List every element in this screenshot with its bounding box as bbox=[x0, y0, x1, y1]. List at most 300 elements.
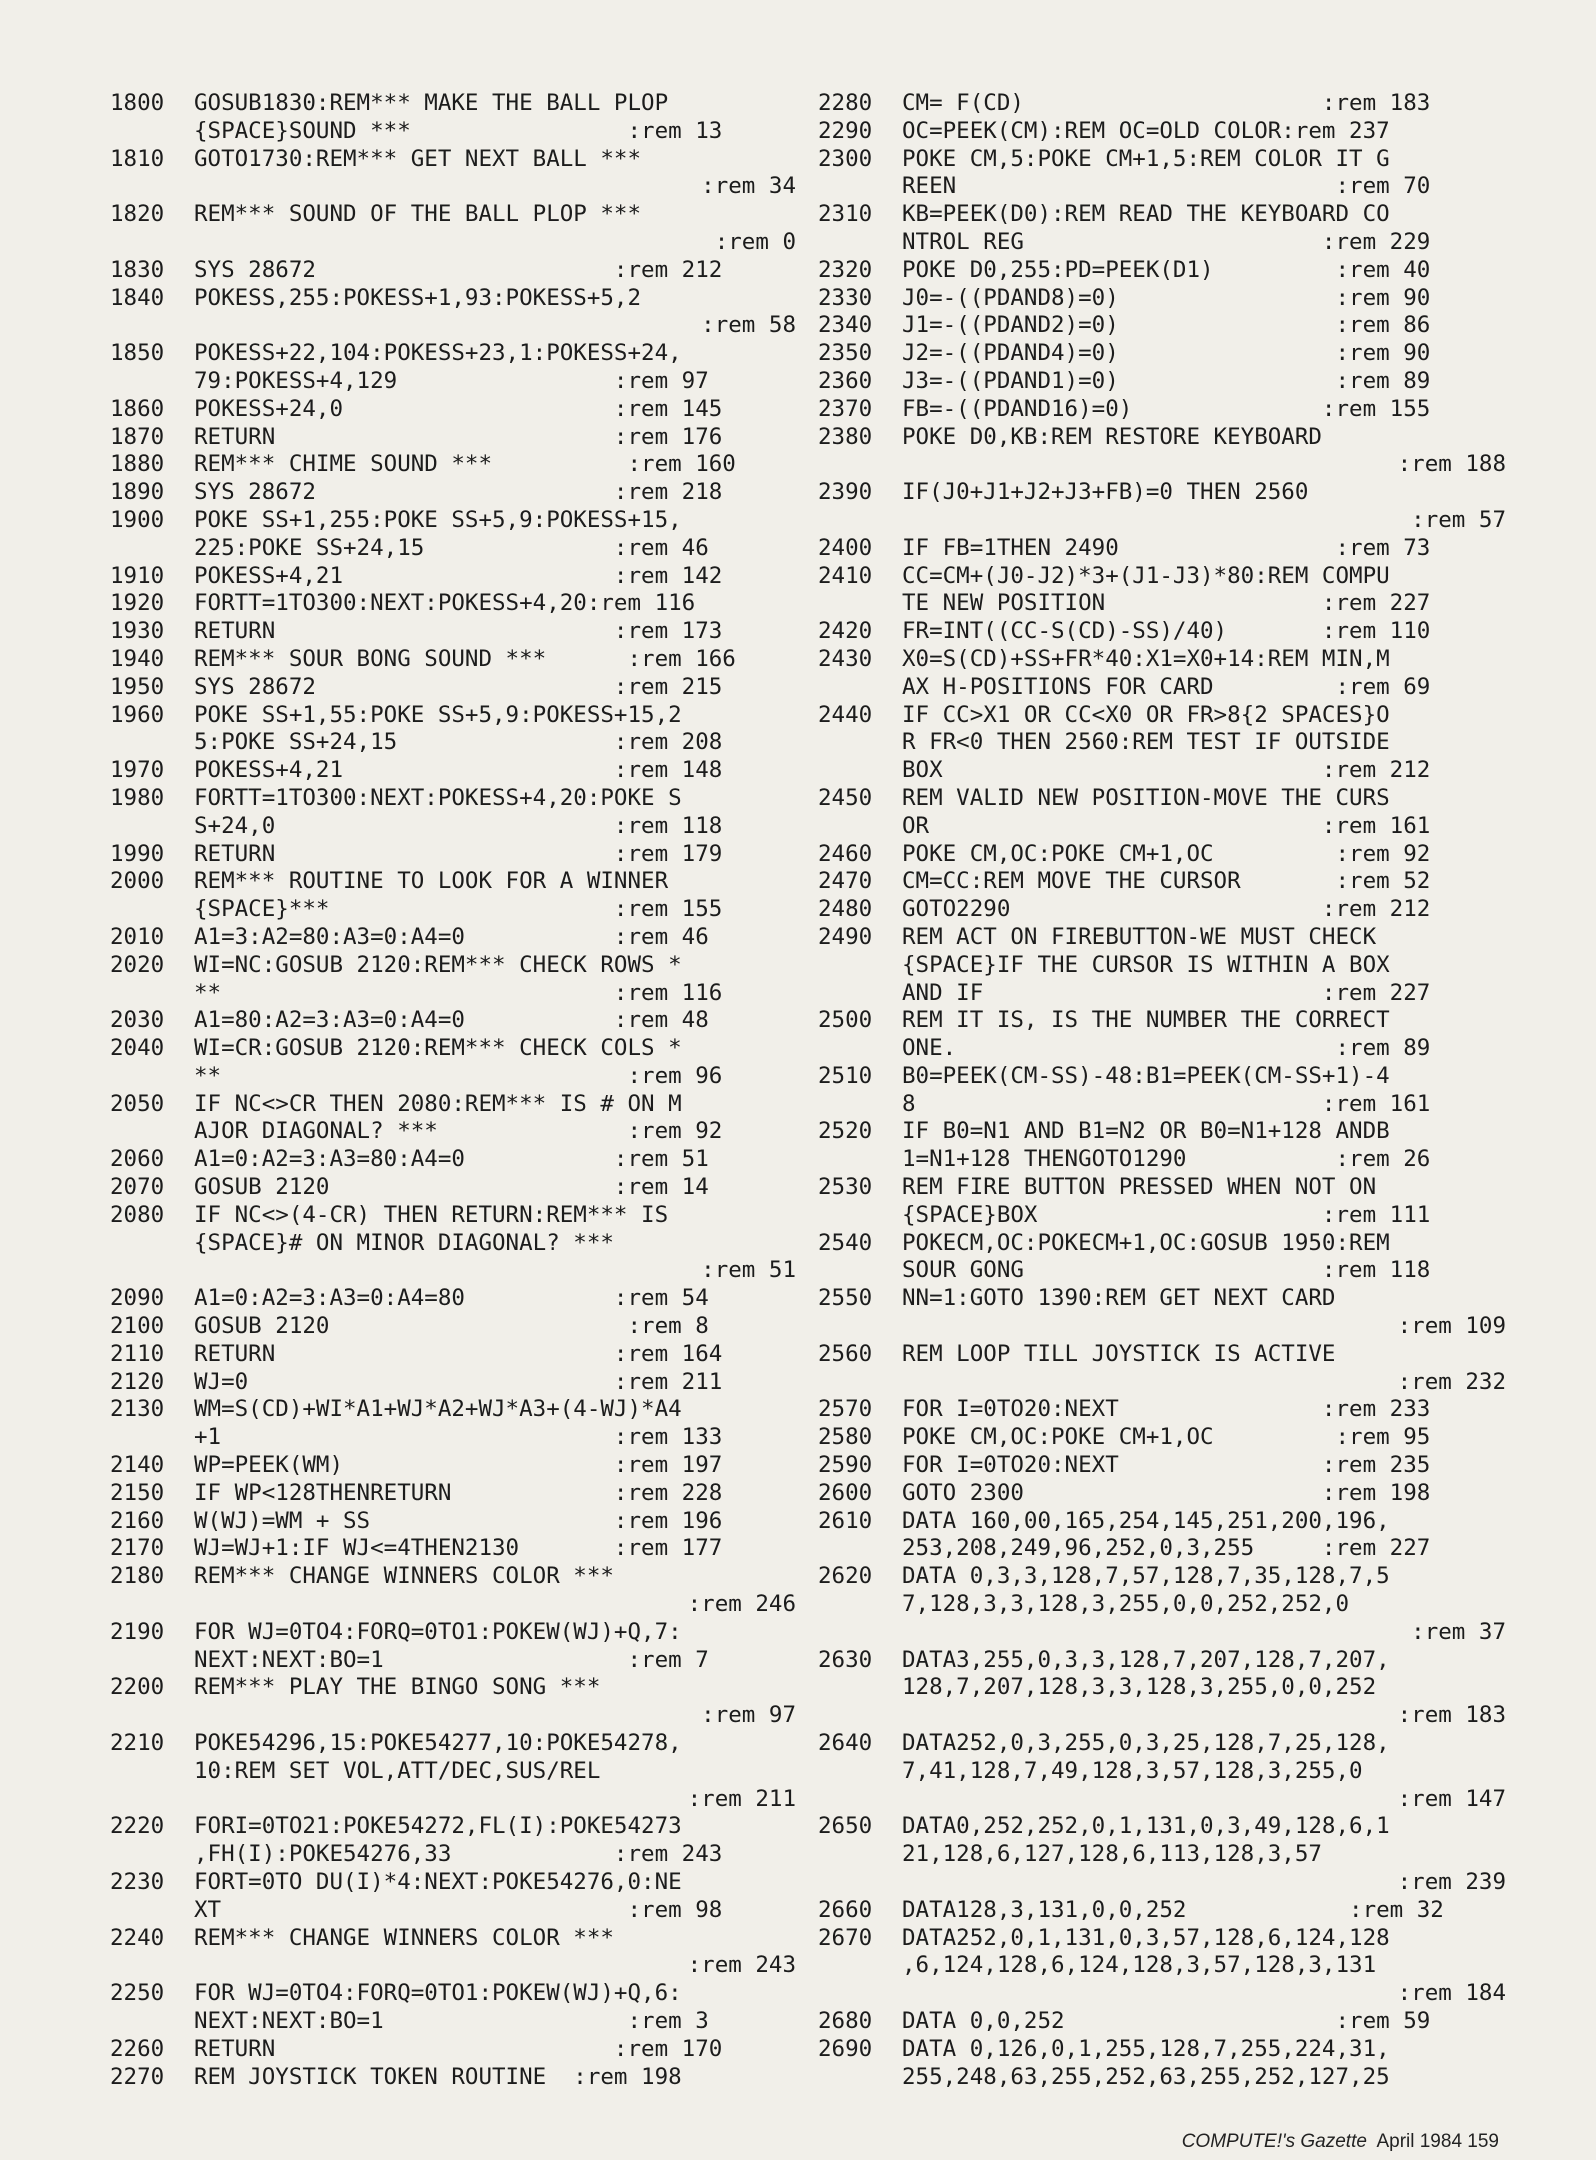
code-line bbox=[110, 1730, 796, 1813]
page-footer bbox=[1182, 2131, 1499, 2153]
code-line bbox=[818, 1897, 1506, 1925]
code-line bbox=[110, 146, 796, 202]
publication-name: COMPUTE!'s Gazette bbox=[1181, 2131, 1367, 2152]
line-number: 2010 bbox=[110, 923, 165, 950]
code-line bbox=[818, 479, 1506, 535]
line-number: 2350 bbox=[818, 340, 873, 367]
code-text: WI=CR:GOSUB 2120:REM*** CHECK COLS * bbox=[194, 1035, 682, 1062]
line-number: 2370 bbox=[818, 395, 873, 422]
code-text: GOTO2290 :rem 212 bbox=[902, 896, 1431, 923]
code-text: RETURN :rem 179 bbox=[194, 840, 723, 867]
code-line bbox=[818, 1452, 1506, 1480]
code-text: POKE D0,KB:REM RESTORE KEYBOARD bbox=[902, 423, 1322, 450]
code-text: GOTO 2300 :rem 198 bbox=[902, 1479, 1431, 1506]
line-number: 2460 bbox=[818, 840, 873, 867]
code-line bbox=[818, 868, 1506, 896]
code-text: GOTO1730:REM*** GET NEXT BALL *** bbox=[194, 145, 642, 172]
line-number: 2670 bbox=[818, 1924, 873, 1951]
code-line bbox=[110, 1285, 796, 1313]
code-text: REM*** CHIME SOUND *** :rem 160 bbox=[194, 451, 736, 478]
code-line bbox=[110, 1619, 796, 1675]
code-line bbox=[818, 1396, 1506, 1424]
code-line bbox=[818, 1063, 1506, 1119]
code-line bbox=[818, 312, 1506, 340]
code-text: DATA 0,0,252 :rem 59 bbox=[902, 2007, 1431, 2034]
line-number: 2300 bbox=[818, 145, 873, 172]
code-text: :rem 58 bbox=[701, 312, 796, 339]
line-number: 1960 bbox=[110, 701, 165, 728]
code-text: TE NEW POSITION :rem 227 bbox=[902, 590, 1431, 617]
code-line bbox=[818, 924, 1506, 1007]
code-text: {SPACE}# ON MINOR DIAGONAL? *** bbox=[194, 1229, 614, 1256]
code-text: KB=PEEK(D0):REM READ THE KEYBOARD CO bbox=[902, 201, 1390, 228]
code-text: REM*** ROUTINE TO LOOK FOR A WINNER bbox=[194, 868, 669, 895]
code-line bbox=[818, 1647, 1506, 1730]
line-number: 2570 bbox=[818, 1396, 873, 1423]
code-text: OR :rem 161 bbox=[902, 812, 1431, 839]
line-number: 2640 bbox=[818, 1730, 873, 1757]
code-text: W(WJ)=WM + SS :rem 196 bbox=[194, 1507, 723, 1534]
code-text: A1=80:A2=3:A3=0:A4=0 :rem 48 bbox=[194, 1007, 709, 1034]
code-text: ONE. :rem 89 bbox=[902, 1035, 1431, 1062]
code-text: 255,248,63,255,252,63,255,252,127,25 bbox=[902, 2063, 1390, 2090]
code-text: :rem 51 bbox=[701, 1257, 796, 1284]
code-line bbox=[110, 1813, 796, 1869]
code-line bbox=[818, 702, 1506, 785]
code-text: J2=-((PDAND4)=0) :rem 90 bbox=[902, 340, 1431, 367]
line-number: 2150 bbox=[110, 1479, 165, 1506]
code-text: FORI=0TO21:POKE54272,FL(I):POKE54273 bbox=[194, 1813, 682, 1840]
code-line bbox=[818, 1341, 1506, 1397]
code-text: FORTT=1TO300:NEXT:POKESS+4,20:POKE S bbox=[194, 784, 682, 811]
code-line bbox=[818, 1118, 1506, 1174]
line-number: 2690 bbox=[818, 2035, 873, 2062]
code-text: FR=INT((CC-S(CD)-SS)/40) :rem 110 bbox=[902, 618, 1431, 645]
code-text: POKE CM,5:POKE CM+1,5:REM COLOR IT G bbox=[902, 145, 1390, 172]
code-line bbox=[110, 1535, 796, 1563]
code-line bbox=[818, 1424, 1506, 1452]
code-line bbox=[110, 952, 796, 1008]
code-text: WJ=0 :rem 211 bbox=[194, 1368, 723, 1395]
code-line bbox=[818, 340, 1506, 368]
line-number: 2260 bbox=[110, 2035, 165, 2062]
code-text: R FR<0 THEN 2560:REM TEST IF OUTSIDE bbox=[902, 729, 1390, 756]
code-text: CM= F(CD) :rem 183 bbox=[902, 90, 1431, 116]
code-line bbox=[110, 1007, 796, 1035]
code-line bbox=[110, 1146, 796, 1174]
code-line bbox=[110, 868, 796, 924]
code-text: RETURN :rem 164 bbox=[194, 1340, 723, 1367]
code-text: 10:REM SET VOL,ATT/DEC,SUS/REL bbox=[194, 1757, 601, 1784]
code-text: FORT=0TO DU(I)*4:NEXT:POKE54276,0:NE bbox=[194, 1869, 682, 1895]
code-line bbox=[818, 1813, 1506, 1896]
line-number: 1940 bbox=[110, 645, 165, 672]
code-line bbox=[110, 1674, 796, 1730]
code-line bbox=[110, 257, 796, 285]
code-text: 7,128,3,3,128,3,255,0,0,252,252,0 bbox=[902, 1591, 1350, 1618]
line-number: 1900 bbox=[110, 506, 165, 533]
line-number: 2600 bbox=[818, 1479, 873, 1506]
code-text: RETURN :rem 170 bbox=[194, 2035, 723, 2062]
line-number: 2100 bbox=[110, 1313, 165, 1340]
code-text: REM*** CHANGE WINNERS COLOR *** bbox=[194, 1924, 614, 1951]
code-text: POKESS+4,21 :rem 142 bbox=[194, 562, 723, 589]
line-number: 2560 bbox=[818, 1340, 873, 1367]
line-number: 1980 bbox=[110, 784, 165, 811]
line-number: 1840 bbox=[110, 284, 165, 311]
code-line bbox=[110, 2036, 796, 2064]
line-number: 2390 bbox=[818, 479, 873, 506]
line-number: 2430 bbox=[818, 645, 873, 672]
code-text: A1=0:A2=3:A3=80:A4=0 :rem 51 bbox=[194, 1146, 709, 1173]
code-text: J1=-((PDAND2)=0) :rem 86 bbox=[902, 312, 1431, 339]
code-line bbox=[818, 1925, 1506, 2008]
code-text: NTROL REG :rem 229 bbox=[902, 228, 1431, 255]
line-number: 2070 bbox=[110, 1174, 165, 1201]
code-line bbox=[110, 1869, 796, 1925]
code-text: POKESS+4,21 :rem 148 bbox=[194, 757, 723, 784]
code-text: REM*** SOUND OF THE BALL PLOP *** bbox=[194, 201, 642, 228]
code-line bbox=[110, 90, 796, 146]
code-text: :rem 246 bbox=[687, 1591, 796, 1618]
code-text: FOR I=0TO20:NEXT :rem 233 bbox=[902, 1396, 1431, 1423]
code-text: POKESS+24,0 :rem 145 bbox=[194, 395, 723, 422]
code-line bbox=[110, 841, 796, 869]
code-text: REM FIRE BUTTON PRESSED WHEN NOT ON bbox=[902, 1174, 1377, 1201]
code-text: POKESS,255:POKESS+1,93:POKESS+5,2 bbox=[194, 284, 642, 311]
code-text: SYS 28672 :rem 218 bbox=[194, 479, 723, 506]
code-text: POKECM,OC:POKECM+1,OC:GOSUB 1950:REM bbox=[902, 1229, 1390, 1256]
line-number: 2240 bbox=[110, 1924, 165, 1951]
code-text: 253,208,249,96,252,0,3,255 :rem 227 bbox=[902, 1535, 1431, 1562]
line-number: 2400 bbox=[818, 534, 873, 561]
line-number: 1800 bbox=[110, 90, 165, 116]
line-number: 2480 bbox=[818, 896, 873, 923]
code-text: IF WP<128THENRETURN :rem 228 bbox=[194, 1479, 723, 1506]
line-number: 2490 bbox=[818, 923, 873, 950]
line-number: 1890 bbox=[110, 479, 165, 506]
line-number: 2530 bbox=[818, 1174, 873, 1201]
code-text: POKE CM,OC:POKE CM+1,OC :rem 95 bbox=[902, 1424, 1431, 1451]
code-text: REEN :rem 70 bbox=[902, 173, 1431, 200]
line-number: 2520 bbox=[818, 1118, 873, 1145]
code-text: WP=PEEK(WM) :rem 197 bbox=[194, 1452, 723, 1479]
code-text: CC=CM+(J0-J2)*3+(J1-J3)*80:REM COMPU bbox=[902, 562, 1390, 589]
code-line bbox=[818, 201, 1506, 257]
code-line bbox=[110, 285, 796, 341]
code-text: REM*** PLAY THE BINGO SONG *** bbox=[194, 1674, 601, 1701]
code-text: NEXT:NEXT:BO=1 :rem 3 bbox=[194, 2007, 709, 2034]
line-number: 2440 bbox=[818, 701, 873, 728]
code-line bbox=[110, 563, 796, 591]
code-line bbox=[110, 618, 796, 646]
code-text: 8 :rem 161 bbox=[902, 1090, 1431, 1117]
code-line bbox=[818, 1730, 1506, 1813]
line-number: 2190 bbox=[110, 1618, 165, 1645]
code-line bbox=[818, 1563, 1506, 1646]
code-line bbox=[110, 1313, 796, 1341]
code-line bbox=[818, 646, 1506, 702]
page-number: 159 bbox=[1467, 2131, 1499, 2152]
code-text: REM JOYSTICK TOKEN ROUTINE :rem 198 bbox=[194, 2063, 682, 2090]
code-line bbox=[818, 1285, 1506, 1341]
line-number: 2420 bbox=[818, 618, 873, 645]
code-text: IF B0=N1 AND B1=N2 OR B0=N1+128 ANDB bbox=[902, 1118, 1390, 1145]
line-number: 2060 bbox=[110, 1146, 165, 1173]
code-text: S+24,0 :rem 118 bbox=[194, 812, 723, 839]
code-text: +1 :rem 133 bbox=[194, 1424, 723, 1451]
line-number: 1910 bbox=[110, 562, 165, 589]
code-text: A1=0:A2=3:A3=0:A4=80 :rem 54 bbox=[194, 1285, 709, 1312]
code-text: 79:POKESS+4,129 :rem 97 bbox=[194, 367, 709, 394]
line-number: 2580 bbox=[818, 1424, 873, 1451]
code-text: {SPACE}SOUND *** :rem 13 bbox=[194, 117, 723, 144]
code-text: FORTT=1TO300:NEXT:POKESS+4,20:rem 116 bbox=[194, 590, 696, 617]
line-number: 2130 bbox=[110, 1396, 165, 1423]
code-text: IF NC<>CR THEN 2080:REM*** IS # ON M bbox=[194, 1090, 682, 1117]
code-text: REM IT IS, IS THE NUMBER THE CORRECT bbox=[902, 1007, 1390, 1034]
code-line bbox=[110, 340, 796, 396]
line-number: 2280 bbox=[818, 90, 873, 116]
code-text: IF FB=1THEN 2490 :rem 73 bbox=[902, 534, 1431, 561]
code-line bbox=[110, 674, 796, 702]
code-text: :rem 184 bbox=[1397, 1980, 1506, 2007]
code-text: REM*** SOUR BONG SOUND *** :rem 166 bbox=[194, 645, 736, 672]
code-text: POKE CM,OC:POKE CM+1,OC :rem 92 bbox=[902, 840, 1431, 867]
code-line bbox=[110, 1925, 796, 1981]
line-number: 2170 bbox=[110, 1535, 165, 1562]
code-text: {SPACE}BOX :rem 111 bbox=[902, 1201, 1431, 1228]
code-line bbox=[818, 285, 1506, 313]
line-number: 2220 bbox=[110, 1813, 165, 1840]
code-line bbox=[818, 896, 1506, 924]
line-number: 2610 bbox=[818, 1507, 873, 1534]
code-line bbox=[818, 563, 1506, 619]
line-number: 2590 bbox=[818, 1452, 873, 1479]
code-line bbox=[110, 2064, 796, 2092]
code-text: FOR I=0TO20:NEXT :rem 235 bbox=[902, 1452, 1431, 1479]
code-line bbox=[110, 1452, 796, 1480]
code-text: DATA 0,3,3,128,7,57,128,7,35,128,7,5 bbox=[902, 1563, 1390, 1590]
code-text: REM VALID NEW POSITION-MOVE THE CURS bbox=[902, 784, 1390, 811]
code-line bbox=[818, 2036, 1506, 2092]
code-text: DATA 160,00,165,254,145,251,200,196, bbox=[902, 1507, 1390, 1534]
line-number: 1930 bbox=[110, 618, 165, 645]
code-text: DATA252,0,1,131,0,3,57,128,6,124,128 bbox=[902, 1924, 1390, 1951]
code-line bbox=[818, 396, 1506, 424]
line-number: 2340 bbox=[818, 312, 873, 339]
line-number: 1860 bbox=[110, 395, 165, 422]
left-code-column bbox=[110, 90, 796, 2091]
line-number: 2040 bbox=[110, 1035, 165, 1062]
line-number: 2660 bbox=[818, 1896, 873, 1923]
code-text: :rem 57 bbox=[1411, 506, 1506, 533]
code-text: SYS 28672 :rem 215 bbox=[194, 673, 723, 700]
code-text: 5:POKE SS+24,15 :rem 208 bbox=[194, 729, 723, 756]
code-text: ** :rem 96 bbox=[194, 1062, 723, 1089]
code-text: 128,7,207,128,3,3,128,3,255,0,0,252 bbox=[902, 1674, 1377, 1701]
code-text: :rem 232 bbox=[1397, 1368, 1506, 1395]
code-line bbox=[818, 785, 1506, 841]
code-text: :rem 183 bbox=[1397, 1702, 1506, 1729]
code-text: :rem 37 bbox=[1411, 1618, 1506, 1645]
code-text: AJOR DIAGONAL? *** :rem 92 bbox=[194, 1118, 723, 1145]
line-number: 2020 bbox=[110, 951, 165, 978]
code-text: DATA252,0,3,255,0,3,25,128,7,25,128, bbox=[902, 1730, 1390, 1757]
code-line bbox=[818, 1174, 1506, 1230]
code-text: REM ACT ON FIREBUTTON-WE MUST CHECK bbox=[902, 923, 1377, 950]
code-text: :rem 34 bbox=[701, 173, 796, 200]
line-number: 2450 bbox=[818, 784, 873, 811]
line-number: 2310 bbox=[818, 201, 873, 228]
line-number: 1970 bbox=[110, 757, 165, 784]
code-line bbox=[110, 1341, 796, 1369]
code-line bbox=[818, 257, 1506, 285]
code-line bbox=[110, 702, 796, 758]
code-text: REM LOOP TILL JOYSTICK IS ACTIVE bbox=[902, 1340, 1336, 1367]
code-text: AND IF :rem 227 bbox=[902, 979, 1431, 1006]
code-text: WJ=WJ+1:IF WJ<=4THEN2130 :rem 177 bbox=[194, 1535, 723, 1562]
code-text: DATA3,255,0,3,3,128,7,207,128,7,207, bbox=[902, 1646, 1390, 1673]
code-line bbox=[818, 1508, 1506, 1564]
code-line bbox=[818, 90, 1506, 118]
code-text: DATA128,3,131,0,0,252 :rem 32 bbox=[902, 1896, 1444, 1923]
code-line bbox=[110, 590, 796, 618]
code-line bbox=[110, 785, 796, 841]
code-line bbox=[818, 535, 1506, 563]
code-text: IF NC<>(4-CR) THEN RETURN:REM*** IS bbox=[194, 1201, 669, 1228]
code-line bbox=[110, 1480, 796, 1508]
code-line bbox=[110, 479, 796, 507]
line-number: 2090 bbox=[110, 1285, 165, 1312]
code-text: 225:POKE SS+24,15 :rem 46 bbox=[194, 534, 709, 561]
code-text: XT :rem 98 bbox=[194, 1896, 723, 1923]
code-text: {SPACE}*** :rem 155 bbox=[194, 896, 723, 923]
code-text: ** :rem 116 bbox=[194, 979, 723, 1006]
code-line bbox=[110, 1091, 796, 1147]
code-line bbox=[110, 1980, 796, 2036]
code-text: REM*** CHANGE WINNERS COLOR *** bbox=[194, 1563, 614, 1590]
code-text: BOX :rem 212 bbox=[902, 757, 1431, 784]
code-text: SYS 28672 :rem 212 bbox=[194, 256, 723, 283]
code-text: :rem 97 bbox=[701, 1702, 796, 1729]
line-number: 2410 bbox=[818, 562, 873, 589]
line-number: 2360 bbox=[818, 367, 873, 394]
line-number: 1920 bbox=[110, 590, 165, 617]
code-line bbox=[818, 146, 1506, 202]
code-line bbox=[110, 1035, 796, 1091]
line-number: 2680 bbox=[818, 2007, 873, 2034]
code-text: OC=PEEK(CM):REM OC=OLD COLOR:rem 237 bbox=[902, 117, 1390, 144]
code-text: 21,128,6,127,128,6,113,128,3,57 bbox=[902, 1841, 1322, 1868]
code-line bbox=[110, 396, 796, 424]
code-line bbox=[110, 1369, 796, 1397]
code-text: :rem 211 bbox=[687, 1785, 796, 1812]
line-number: 2000 bbox=[110, 868, 165, 895]
line-number: 2200 bbox=[110, 1674, 165, 1701]
code-text: :rem 188 bbox=[1397, 451, 1506, 478]
code-line bbox=[818, 841, 1506, 869]
line-number: 2120 bbox=[110, 1368, 165, 1395]
line-number: 2160 bbox=[110, 1507, 165, 1534]
code-text: DATA 0,126,0,1,255,128,7,255,224,31, bbox=[902, 2035, 1390, 2062]
line-number: 2210 bbox=[110, 1730, 165, 1757]
code-text: RETURN :rem 176 bbox=[194, 423, 723, 450]
code-text: X0=S(CD)+SS+FR*40:X1=X0+14:REM MIN,M bbox=[902, 645, 1390, 672]
code-line bbox=[818, 1230, 1506, 1286]
code-line bbox=[818, 368, 1506, 396]
code-line bbox=[110, 646, 796, 674]
code-line bbox=[818, 1007, 1506, 1063]
code-text: GOSUB 2120 :rem 8 bbox=[194, 1313, 709, 1340]
line-number: 2250 bbox=[110, 1980, 165, 2007]
code-line bbox=[818, 424, 1506, 480]
line-number: 2320 bbox=[818, 256, 873, 283]
code-text: :rem 147 bbox=[1397, 1785, 1506, 1812]
code-line bbox=[110, 1174, 796, 1202]
line-number: 2290 bbox=[818, 117, 873, 144]
line-number: 2470 bbox=[818, 868, 873, 895]
line-number: 2330 bbox=[818, 284, 873, 311]
code-text: POKE D0,255:PD=PEEK(D1) :rem 40 bbox=[902, 256, 1431, 283]
code-text: CM=CC:REM MOVE THE CURSOR :rem 52 bbox=[902, 868, 1431, 895]
line-number: 2180 bbox=[110, 1563, 165, 1590]
line-number: 2050 bbox=[110, 1090, 165, 1117]
code-text: ,FH(I):POKE54276,33 :rem 243 bbox=[194, 1841, 723, 1868]
code-text: FOR WJ=0TO4:FORQ=0TO1:POKEW(WJ)+Q,6: bbox=[194, 1980, 682, 2007]
code-line bbox=[110, 451, 796, 479]
code-text: POKESS+22,104:POKESS+23,1:POKESS+24, bbox=[194, 340, 682, 367]
code-line bbox=[110, 757, 796, 785]
code-line bbox=[818, 1480, 1506, 1508]
code-line bbox=[110, 201, 796, 257]
code-text: 1=N1+128 THENGOTO1290 :rem 26 bbox=[902, 1146, 1431, 1173]
code-line bbox=[818, 118, 1506, 146]
code-text: POKE54296,15:POKE54277,10:POKE54278, bbox=[194, 1730, 682, 1757]
code-text: 7,41,128,7,49,128,3,57,128,3,255,0 bbox=[902, 1757, 1363, 1784]
issue-date: April 1984 bbox=[1376, 2131, 1463, 2152]
code-line bbox=[110, 924, 796, 952]
code-text: GOSUB 2120 :rem 14 bbox=[194, 1174, 709, 1201]
line-number: 2030 bbox=[110, 1007, 165, 1034]
code-line bbox=[818, 2008, 1506, 2036]
code-text: NEXT:NEXT:BO=1 :rem 7 bbox=[194, 1646, 709, 1673]
line-number: 2270 bbox=[110, 2063, 165, 2090]
line-number: 2550 bbox=[818, 1285, 873, 1312]
line-number: 2510 bbox=[818, 1062, 873, 1089]
code-line bbox=[110, 1202, 796, 1285]
line-number: 2080 bbox=[110, 1201, 165, 1228]
line-number: 2380 bbox=[818, 423, 873, 450]
line-number: 2650 bbox=[818, 1813, 873, 1840]
line-number: 1830 bbox=[110, 256, 165, 283]
code-text: POKE SS+1,55:POKE SS+5,9:POKESS+15,2 bbox=[194, 701, 682, 728]
code-text: POKE SS+1,255:POKE SS+5,9:POKESS+15, bbox=[194, 506, 682, 533]
code-text: SOUR GONG :rem 118 bbox=[902, 1257, 1431, 1284]
code-text: NN=1:GOTO 1390:REM GET NEXT CARD bbox=[902, 1285, 1336, 1312]
line-number: 2620 bbox=[818, 1563, 873, 1590]
code-text: FB=-((PDAND16)=0) :rem 155 bbox=[902, 395, 1431, 422]
code-text: :rem 109 bbox=[1397, 1313, 1506, 1340]
code-text: ,6,124,128,6,124,128,3,57,128,3,131 bbox=[902, 1952, 1377, 1979]
code-text: RETURN :rem 173 bbox=[194, 618, 723, 645]
code-line bbox=[818, 618, 1506, 646]
line-number: 2110 bbox=[110, 1340, 165, 1367]
code-line bbox=[110, 424, 796, 452]
line-number: 1810 bbox=[110, 145, 165, 172]
code-text: {SPACE}IF THE CURSOR IS WITHIN A BOX bbox=[902, 951, 1390, 978]
code-text: J0=-((PDAND8)=0) :rem 90 bbox=[902, 284, 1431, 311]
